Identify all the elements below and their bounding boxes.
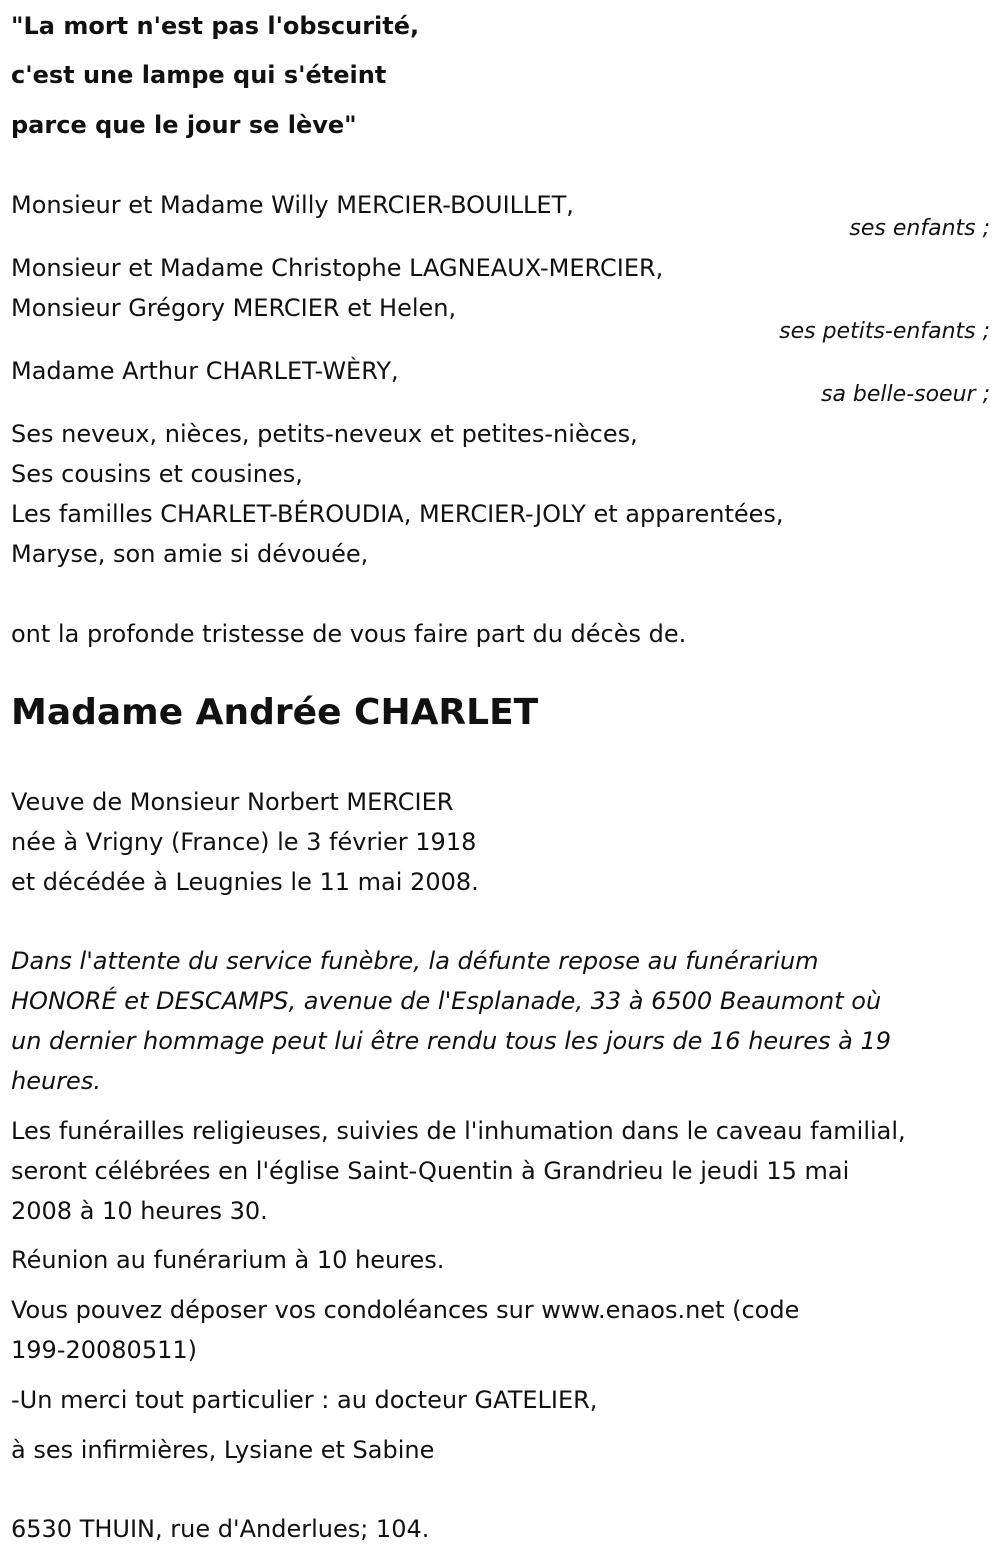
family-children-role: ses enfants ; xyxy=(849,216,990,241)
family-grandchild-2: Monsieur Grégory MERCIER et Helen, xyxy=(11,294,457,322)
funeral-home-line-2: HONORÉ et DESCAMPS, avenue de l'Esplanade, 33 à 6500 Beaumont où xyxy=(11,987,882,1015)
address: 6530 THUIN, rue d'Anderlues; 104. xyxy=(11,1515,430,1543)
detail-line-3: et décédée à Leugnies le 11 mai 2008. xyxy=(11,868,479,896)
family-others-1: Ses neveux, nièces, petits-neveux et petites-nièces, xyxy=(11,420,638,448)
thanks-line-1: -Un merci tout particulier : au docteur GATELIER, xyxy=(11,1386,598,1414)
family-others-3: Les familles CHARLET-BÉROUDIA, MERCIER-JOLY et apparentées, xyxy=(11,500,784,528)
detail-line-1: Veuve de Monsieur Norbert MERCIER xyxy=(11,788,454,816)
funeral-line-2: seront célébrées en l'église Saint-Quentin à Grandrieu le jeudi 15 mai xyxy=(11,1157,850,1185)
detail-line-2: née à Vrigny (France) le 3 février 1918 xyxy=(11,828,477,856)
funeral-home-line-4: heures. xyxy=(11,1067,101,1095)
family-others-4: Maryse, son amie si dévouée, xyxy=(11,540,369,568)
family-children: Monsieur et Madame Willy MERCIER-BOUILLET, xyxy=(11,191,574,219)
quote-line-1: "La mort n'est pas l'obscurité, xyxy=(11,12,420,40)
funeral-home-line-3: un dernier hommage peut lui être rendu tous les jours de 16 heures à 19 xyxy=(11,1027,892,1055)
family-grandchildren-role: ses petits-enfants ; xyxy=(779,319,990,344)
funeral-line-1: Les funérailles religieuses, suivies de l'inhumation dans le caveau familial, xyxy=(11,1117,906,1145)
family-sister-in-law: Madame Arthur CHARLET-WÈRY, xyxy=(11,357,399,385)
thanks-line-2: à ses infirmières, Lysiane et Sabine xyxy=(11,1436,435,1464)
condolences-line-1: Vous pouvez déposer vos condoléances sur www.enaos.net (code xyxy=(11,1296,800,1324)
family-others-2: Ses cousins et cousines, xyxy=(11,460,303,488)
family-grandchild-1: Monsieur et Madame Christophe LAGNEAUX-MERCIER, xyxy=(11,254,664,282)
funeral-home-line-1: Dans l'attente du service funèbre, la défunte repose au funérarium xyxy=(11,947,819,975)
quote-line-3: parce que le jour se lève" xyxy=(11,111,357,139)
announcement: ont la profonde tristesse de vous faire part du décès de. xyxy=(11,620,687,648)
deceased-name: Madame Andrée CHARLET xyxy=(11,692,539,733)
condolences-line-2: 199-20080511) xyxy=(11,1336,197,1364)
family-sister-in-law-role: sa belle-soeur ; xyxy=(821,382,990,407)
meeting: Réunion au funérarium à 10 heures. xyxy=(11,1246,445,1274)
funeral-line-3: 2008 à 10 heures 30. xyxy=(11,1197,268,1225)
quote-line-2: c'est une lampe qui s'éteint xyxy=(11,61,387,89)
